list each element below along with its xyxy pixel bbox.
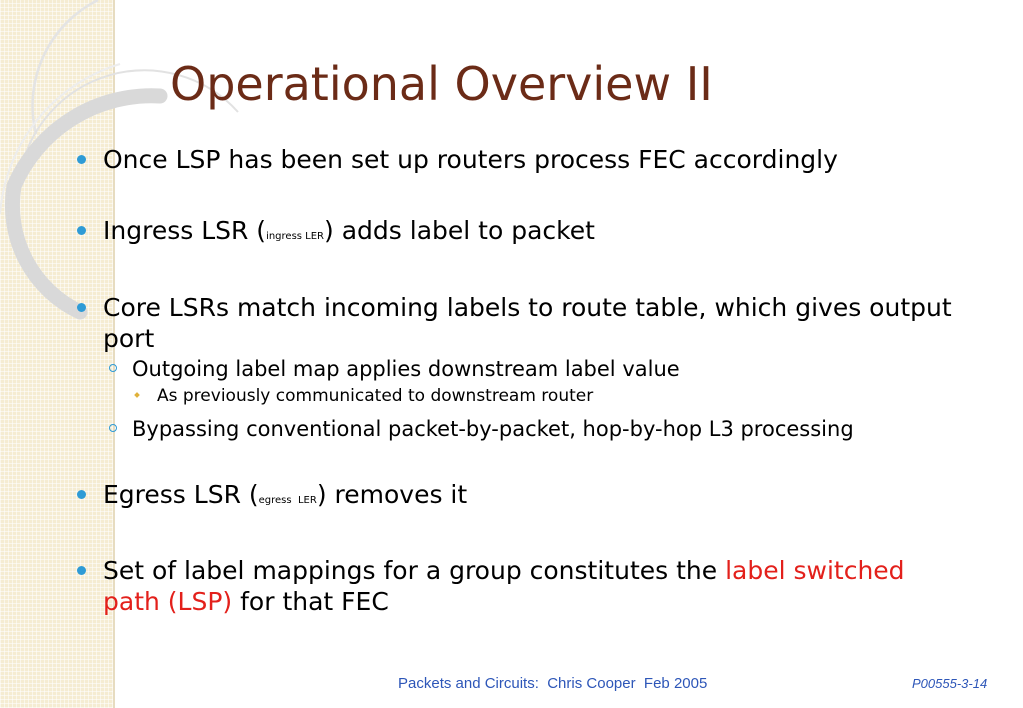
bullet-ingress-lsr <box>74 215 954 252</box>
diamond-bullet-icon <box>134 392 140 398</box>
subbullet-outgoing-label-map <box>74 356 954 383</box>
bullet-text: Ingress LSR ( <box>103 216 267 245</box>
subsubbullet-text: As previously communicated to downstream router <box>157 386 594 406</box>
footer-presentation-info: Packets and Circuits: Chris Cooper Feb 2005 <box>398 675 708 692</box>
bullet-egress-lsr <box>74 479 954 516</box>
bullet-list <box>74 144 954 617</box>
bullet-lsp-setup <box>74 144 954 175</box>
bullet-text-after: ) adds label to packet <box>324 216 595 245</box>
ring-bullet-icon <box>109 424 117 432</box>
subbullet-text: Bypassing conventional packet-by-packet, hop-by-hop L3 processing <box>132 417 854 441</box>
subbullet-text: Outgoing label map applies downstream label value <box>132 357 680 381</box>
highlight-lsp: label switched path (LSP) <box>103 556 905 616</box>
slide-title: Operational Overview II <box>170 57 713 111</box>
bullet-text: Once LSP has been set up routers process FEC accordingly <box>103 145 838 174</box>
bullet-dot-icon <box>77 226 86 235</box>
ring-bullet-icon <box>109 364 117 372</box>
bullet-dot-icon <box>77 303 86 312</box>
subbullet-bypassing <box>74 416 954 443</box>
bullet-text: Set of label mappings for a group constitutes the <box>103 556 726 585</box>
bullet-label-mappings <box>74 555 954 617</box>
bullet-dot-icon <box>77 490 86 499</box>
bullet-text-after: ) removes it <box>316 480 468 509</box>
bullet-dot-icon <box>77 566 86 575</box>
bullet-text-after: for that FEC <box>232 587 389 616</box>
subscript-egress-ler: egress LER <box>258 495 317 506</box>
bullet-dot-icon <box>77 155 86 164</box>
bullet-text: Egress LSR ( <box>103 480 259 509</box>
subsubbullet-previously-communicated <box>74 385 954 407</box>
footer-slide-code: P00555-3-14 <box>912 676 988 691</box>
bullet-core-lsrs <box>74 292 954 354</box>
subscript-ingress-ler: ingress LER <box>266 231 325 242</box>
bullet-text: Core LSRs match incoming labels to route table, which gives output port <box>103 293 952 353</box>
